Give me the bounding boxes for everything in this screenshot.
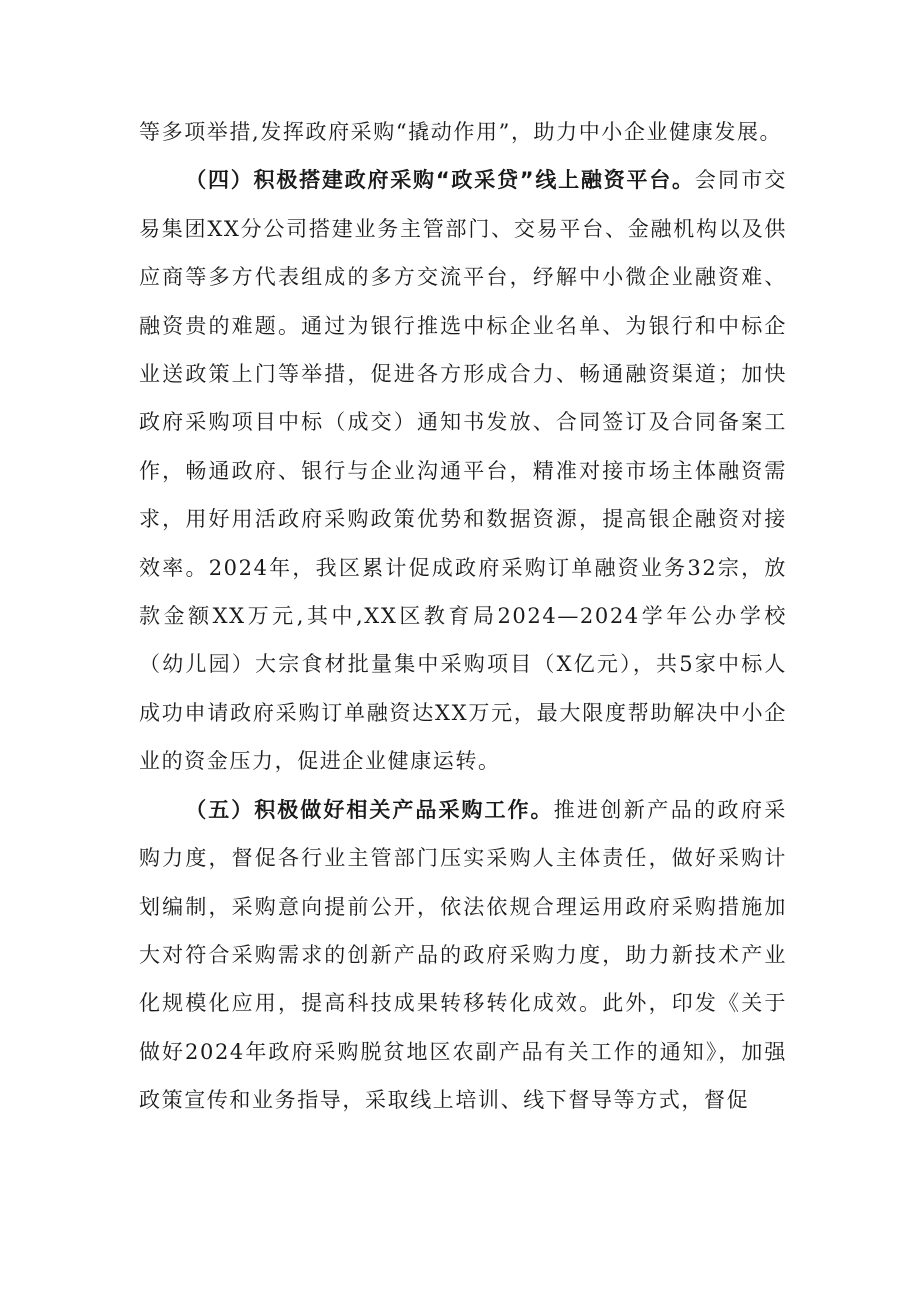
document-body xyxy=(139,108,787,1125)
paragraph-continuation xyxy=(139,108,787,156)
paragraph-text: 会同市交易集团XX分公司搭建业务主管部门、交易平台、金融机构以及供应商等多方代表组成的多方交流平台，纾解中小微企业融资难、融资贵的难题。通过为银行推选中标企业名单、为银行和中标企业送政策上门等举措，促进各方形成合力、畅通融资渠道；加快政府采购项目中标（成交）通知书发放、合同签订及合同备案工作，畅通政府、银行与企业沟通平台，精准对接市场主体融资需求，用好用活政府采购政策优势和数据资源，提高银企融资对接效率。2024年，我区累计促成政府采购订单融资业务32宗，放款金额XX万元,其中,XX区教育局2024—2024学年公办学校（幼儿园）大宗食材批量集中采购项目（X亿元），共5家中标人成功申请政府采购订单融资达XX万元，最大限度帮助解决中小企业的资金压力，促进企业健康运转。 xyxy=(139,168,787,774)
section-heading: （四）积极搭建政府采购“政采贷”线上融资平台。 xyxy=(185,168,695,193)
paragraph-section-four xyxy=(139,156,787,785)
paragraph-section-five xyxy=(139,786,787,1125)
paragraph-text: 推进创新产品的政府采购力度，督促各行业主管部门压实采购人主体责任，做好采购计划编制，采购意向提前公开，依法依规合理运用政府采购措施加大对符合采购需求的创新产品的政府采购力度，助力新技术产业化规模化应用，提高科技成果转移转化成效。此外，印发《关于做好2024年政府采购脱贫地区农副产品有关工作的通知》，加强政策宣传和业务指导，采取线上培训、线下督导等方式，督促 xyxy=(139,797,787,1113)
paragraph-text: 等多项举措,发挥政府采购“撬动作用”，助力中小企业健康发展。 xyxy=(139,120,783,144)
section-heading: （五）积极做好相关产品采购工作。 xyxy=(185,797,554,822)
